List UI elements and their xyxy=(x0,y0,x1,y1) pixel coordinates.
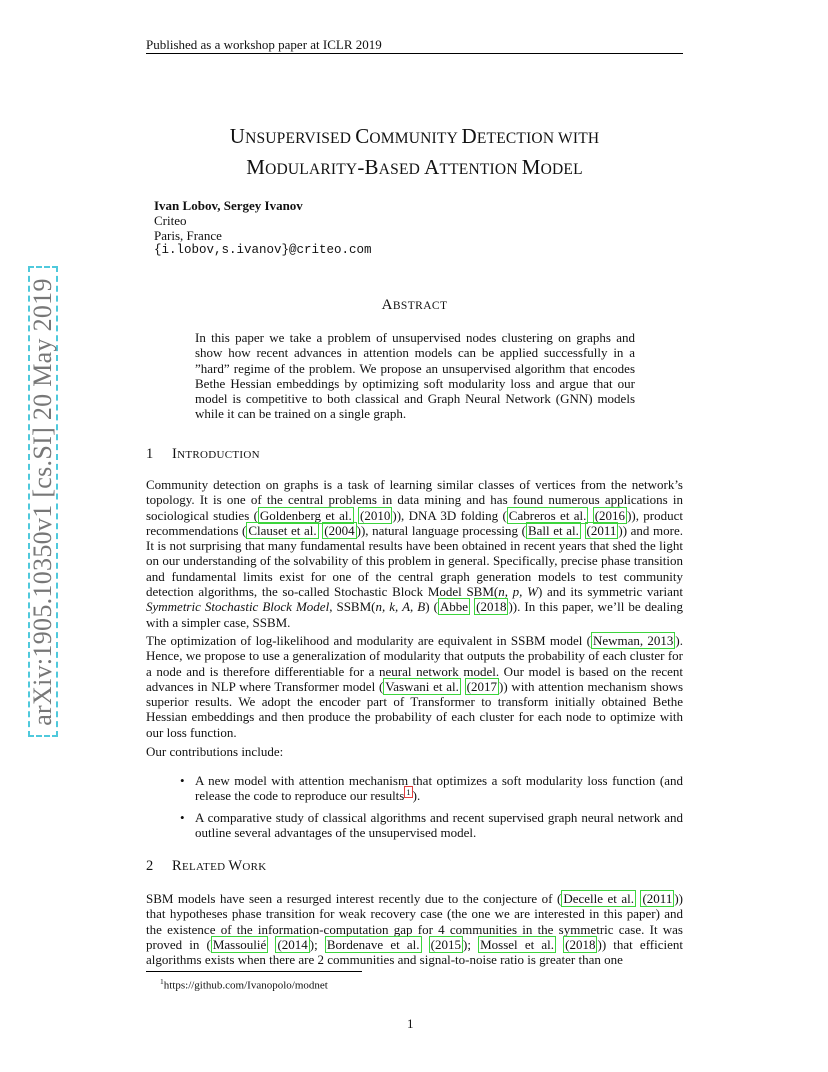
citation-link[interactable]: Bordenave et al. xyxy=(326,936,420,952)
citation-link[interactable]: Decelle et al. xyxy=(563,891,634,906)
citation-link[interactable]: Newman, 2013 xyxy=(592,633,674,648)
contributions-list xyxy=(180,773,683,846)
contributions-intro: Our contributions include: xyxy=(146,744,284,759)
citation-link[interactable]: (2017 xyxy=(466,678,497,694)
citation-link[interactable]: (2004 xyxy=(324,522,355,538)
citation-link[interactable]: Vaswani et al. xyxy=(385,678,459,694)
list-item: • A new model with attention mechanism that optimizes a soft modularity loss function (and release the code to reproduce our results $^1$ ). xyxy=(180,773,683,804)
arxiv-identifier: arXiv:1905.10350v1 [cs.SI] 20 May 2019 xyxy=(28,277,57,726)
citation-link[interactable]: (2015 xyxy=(430,936,462,952)
citation-link[interactable]: Cabreros et al. xyxy=(508,507,587,523)
intro-paragraph-2: The optimization of log-likelihood and modularity are equivalent in SSBM model ( Newman, 2013 ). Hence, we propose to use a generalization of modularity that outputs the probability of each cluster for a node and is therefore differentiable for a neural network model. Our model is based on the recent advances in NLP where Transformer model ( Vaswani et al. (2017 )) with attention mechanism shows superior results. We adopt the encoder part of Transformer to transform initially obtained Bethe Hessian embeddings and then produce the probability of each cluster for each node to optimize with our loss function. xyxy=(146,633,684,740)
citation-link[interactable]: Massoulié xyxy=(212,936,267,952)
citation-link[interactable]: (2018 xyxy=(476,599,507,615)
citation-link[interactable]: Ball et al. xyxy=(527,522,579,538)
citation-link[interactable]: (2011 xyxy=(642,891,673,906)
title-line-2: MODULARITY-BASED ATTENTION MODEL xyxy=(246,155,583,179)
footnote-ref-link[interactable]: 1 xyxy=(406,786,411,797)
header-rule xyxy=(146,53,683,54)
author-email: {i.lobov,s.ivanov}@criteo.com xyxy=(154,243,372,257)
citation-link[interactable]: Mossel et al. xyxy=(480,936,554,952)
abstract-heading: ABSTRACT xyxy=(381,297,448,313)
affiliation-location: Paris, France xyxy=(154,228,222,243)
citation-link[interactable]: (2016 xyxy=(594,507,626,523)
affiliation-org: Criteo xyxy=(154,213,187,228)
footnote: $^1$https://github.com/Ivanopolo/modnet xyxy=(160,977,328,992)
paper-title xyxy=(146,122,683,184)
citation-link[interactable]: (2010 xyxy=(360,507,391,523)
section-heading-introduction: 1 INTRODUCTION xyxy=(146,446,260,462)
citation-link[interactable]: (2018 xyxy=(565,936,596,952)
running-header: Published as a workshop paper at ICLR 2019 xyxy=(146,37,382,52)
citation-link[interactable]: Clauset et al. xyxy=(248,522,317,538)
footnote-url[interactable]: https://github.com/Ivanopolo/modnet xyxy=(163,979,328,992)
list-item: • A comparative study of classical algorithms and recent supervised graph neural network and outline several advantages of the unsupervised model. xyxy=(180,809,683,840)
arxiv-stamp[interactable] xyxy=(28,266,58,737)
title-line-1: UNSUPERVISED COMMUNITY DETECTION WITH xyxy=(229,124,600,148)
citation-link[interactable]: Goldenberg et al. xyxy=(259,507,352,523)
citation-link[interactable]: (2014 xyxy=(277,936,308,952)
footnote-rule xyxy=(146,971,362,972)
author-names: Ivan Lobov, Sergey Ivanov xyxy=(154,198,303,213)
intro-paragraph-1: Community detection on graphs is a task of learning similar classes of vertices from the network’s topology. It is one of the central problems in data mining and has found numerous applications in sociological studies ( Goldenberg et al. (2010 )), DNA 3D folding ( Cabreros et al. (2016 )), product recommendations ( Clauset et al. (2004 )), natural language processing ( Ball et al. (2011 )) and more. It is not surprising that many fundamental results have been obtained in recent years that shed the light on our understanding of the solvability of this problem in general. Specifically, precise phase transition and fundamental limits exist for one of the central graph generation models to test community detection algorithms, the so-called Stochastic Block Model SBM(n, p, W) and its symmetric variant Symmetric Stochastic Block Model, SSBM(n, k, A, B) ( Abbe (2018 )). In this paper, we’ll be dealing with a simpler case, SSBM. xyxy=(146,477,684,630)
citation-link[interactable]: Abbe xyxy=(439,599,469,615)
abstract-text: In this paper we take a problem of unsupervised nodes clustering on graphs and show how recent advances in attention models can be applied successfully in a ”hard” regime of the problem. We propose an unsupervised algorithm that encodes Bethe Hessian embeddings by optimizing soft modularity loss and argue that our model is competitive to both classical and Graph Neural Network (GNN) models while it can be trained on a single graph. xyxy=(195,330,635,422)
page-number: 1 xyxy=(407,1016,414,1031)
related-paragraph-1: SBM models have seen a resurged interest recently due to the conjecture of ( Decelle et al. (2011 )) that hypotheses phase transition for weak recovery case (the one we are interested in this paper) and the existence of the information-computation gap for 4 communities in the symmetric case. It was proved in ( Massoulié (2014 ); Bordenave et al. (2015 ); Mossel et al. (2018 )) that efficient algorithms exists when there are 2 communities and signal-to-noise ratio is greater than one xyxy=(146,891,684,968)
citation-link[interactable]: (2011 xyxy=(586,522,617,538)
section-heading-related-work: 2 RELATED WORK xyxy=(146,858,267,874)
